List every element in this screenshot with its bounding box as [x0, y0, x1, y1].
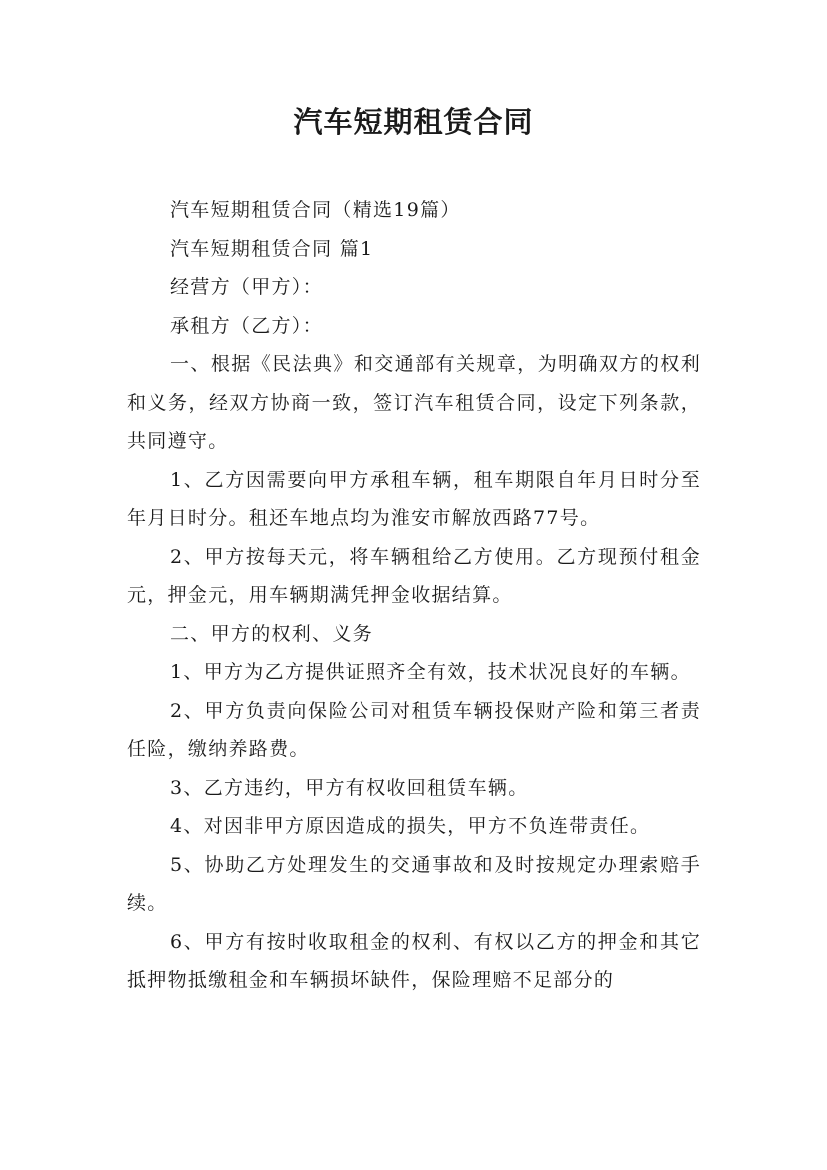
paragraph: 2、甲方负责向保险公司对租赁车辆投保财产险和第三者责任险，缴纳养路费。 — [127, 699, 701, 760]
paragraph: 汽车短期租赁合同 篇1 — [170, 237, 374, 260]
paragraph: 承租方（乙方）： — [170, 314, 323, 337]
paragraph: 经营方（甲方）： — [170, 276, 323, 298]
paragraph: 4、对因非甲方原因造成的损失，甲方不负连带责任。 — [170, 815, 651, 837]
paragraph: 一、根据《民法典》和交通部有关规章，为明确双方的权利和义务，经双方协商一致，签订汽车租赁合同，设定下列条款，共同遵守。 — [127, 353, 701, 452]
document-title: 汽车短期租赁合同 — [293, 105, 534, 139]
paragraph: 3、乙方违约，甲方有权收回租赁车辆。 — [170, 776, 529, 799]
paragraph: 二、甲方的权利、义务 — [170, 622, 374, 645]
paragraph: 1、乙方因需要向甲方承租车辆，租车期限自年月日时分至年月日时分。租还车地点均为淮安市解放西路77号。 — [127, 468, 701, 529]
paragraph: 6、甲方有按时收取租金的权利、有权以乙方的押金和其它抵押物抵缴租金和车辆损坏缺件，保险理赔不足部分的 — [127, 930, 701, 991]
paragraph: 汽车短期租赁合同（精选19篇） — [170, 199, 461, 221]
document-body — [127, 191, 701, 1000]
paragraph: 1、甲方为乙方提供证照齐全有效，技术状况良好的车辆。 — [170, 661, 691, 683]
paragraph: 2、甲方按每天元，将车辆租给乙方使用。乙方现预付租金元，押金元，用车辆期满凭押金收据结算。 — [127, 545, 701, 606]
paragraph: 5、协助乙方处理发生的交通事故和及时按规定办理索赔手续。 — [127, 853, 701, 914]
